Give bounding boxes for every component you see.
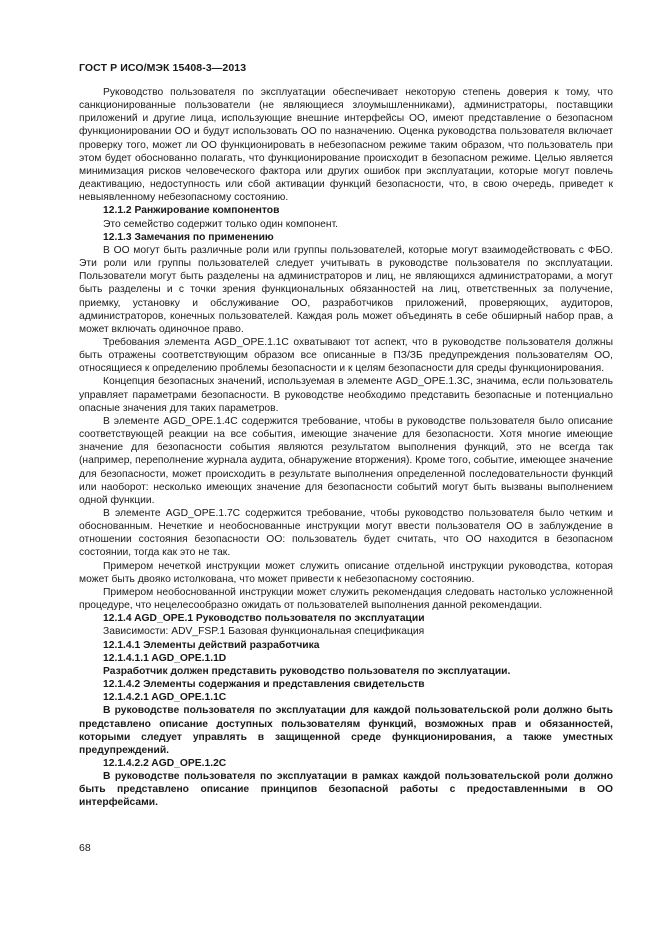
dependencies-line: Зависимости: ADV_FSP.1 Базовая функциональная спецификация	[103, 626, 425, 638]
paragraph: В ОО могут быть различные роли или группы пользователей, которые могут взаимодействовать с ФБО. Эти роли или группы пользователей следует учитывать в руководстве пользователя по эксплуатации. Пользователи могут быть разделены на администраторов и лиц, не являющихся администраторами, а могут быть разделены и с точки зрения функциональных обязанностей на лиц, ответственных за получение, приемку, установку и обслуживание ОО, разработчиков приложений, проверяющих, аудиторов, администраторов, конечных пользователей. Каждая роль может объединять в себе обширный набор прав, а может включать одиночное право.	[79, 244, 613, 335]
section-heading-12-1-4-1: 12.1.4.1 Элементы действий разработчика	[103, 639, 320, 651]
section-heading-12-1-3: 12.1.3 Замечания по применению	[103, 231, 274, 243]
paragraph-intro: Руководство пользователя по эксплуатации обеспечивает некоторую степень доверия к тому, что санкционированные пользователи (не являющиеся злоумышленниками), администраторы, поставщики приложений и другие лица, использующие внешние интерфейсы ОО, имеют представление о безопасном функционировании ОО и будут использовать ОО по назначению. Оценка руководства пользователя включает проверку того, может ли ОО функционировать в небезопасном режиме таким образом, что пользователь при этом будет обоснованно полагать, что функционирование происходит в безопасном режиме. Целью является минимизация рисков человеческого фактора или других ошибок при эксплуатации, которые могут повлечь деактивацию, недоступность или сбой активации функций безопасности, что, в свою очередь, приведет к невыявленному небезопасному состоянию.	[79, 87, 613, 204]
standard-header: ГОСТ Р ИСО/МЭК 15408-3—2013	[79, 62, 247, 74]
page-number: 68	[79, 842, 91, 854]
paragraph: В элементе AGD_OPE.1.4C содержится требование, чтобы в руководстве пользователя было описание соответствующей реакции на все события, имеющие значение для безопасности. Хотя многие имеющие значение для безопасности события являются результатом выполнения функций, это не всегда так (например, переполнение журнала аудита, обнаружение вторжения). Кроме того, событие, имеющее значение для безопасности, может происходить в результате выполнения определенной последовательности функций или наоборот: несколько имеющих значение для безопасности событий могут быть вызваны выполнением одной функции.	[79, 415, 613, 506]
requirement-text: В руководстве пользователя по эксплуатации в рамках каждой пользовательской роли должно быть представлено описание принципов безопасной работы с предоставленными в ОО интерфейсами.	[79, 771, 613, 809]
paragraph: Концепция безопасных значений, используемая в элементе AGD_OPE.1.3C, значима, если пользователь управляет параметрами безопасности. В руководстве необходимо представить безопасные и потенциально опасные значения для таких параметров.	[79, 376, 613, 414]
element-id-agd-ope-1-1c: 12.1.4.2.1 AGD_OPE.1.1C	[103, 692, 227, 704]
document-body	[79, 86, 613, 810]
element-id-agd-ope-1-1d: 12.1.4.1.1 AGD_OPE.1.1D	[103, 652, 227, 664]
paragraph: Требования элемента AGD_OPE.1.1C охватывают тот аспект, что в руководстве пользователя должны быть отражены соответствующим образом все описанные в ПЗ/ЗБ предупреждения пользователям ОО, относящиеся к определению проблемы безопасности и к целям безопасности для среды функционирования.	[79, 336, 613, 375]
section-heading-12-1-4: 12.1.4 AGD_OPE.1 Руководство пользователя по эксплуатации	[103, 613, 425, 625]
paragraph: В элементе AGD_OPE.1.7C содержится требование, чтобы руководство пользователя было четким и обоснованным. Нечеткие и необоснованные инструкции могут ввести пользователя ОО в заблуждение в отношении состояния безопасности ОО: пользователь будет считать, что ОО находится в безопасном состоянии, тогда как это не так.	[79, 508, 613, 559]
paragraph: Примером необоснованной инструкции может служить рекомендация следовать настолько усложненной процедуре, что нецелесообразно ожидать от пользователей выполнения данной рекомендации.	[79, 586, 613, 612]
paragraph: Это семейство содержит только один компонент.	[103, 218, 339, 230]
requirement-text: В руководстве пользователя по эксплуатации для каждой пользовательской роли должно быть представлено описание доступных пользователям функций, возможных прав и обязанностей, которыми следует управлять в защищенной среде функционирования, а также уместных предупреждений.	[79, 705, 613, 756]
element-id-agd-ope-1-2c: 12.1.4.2.2 AGD_OPE.1.2C	[103, 757, 227, 769]
section-heading-12-1-2: 12.1.2 Ранжирование компонентов	[103, 205, 280, 217]
paragraph: Примером нечеткой инструкции может служить описание отдельной инструкции руководства, которая может быть двояко истолкована, что может привести к небезопасному состоянию.	[79, 560, 613, 585]
requirement-text: Разработчик должен представить руководство пользователя по эксплуатации.	[103, 665, 511, 677]
section-heading-12-1-4-2: 12.1.4.2 Элементы содержания и представления свидетельств	[103, 679, 425, 691]
